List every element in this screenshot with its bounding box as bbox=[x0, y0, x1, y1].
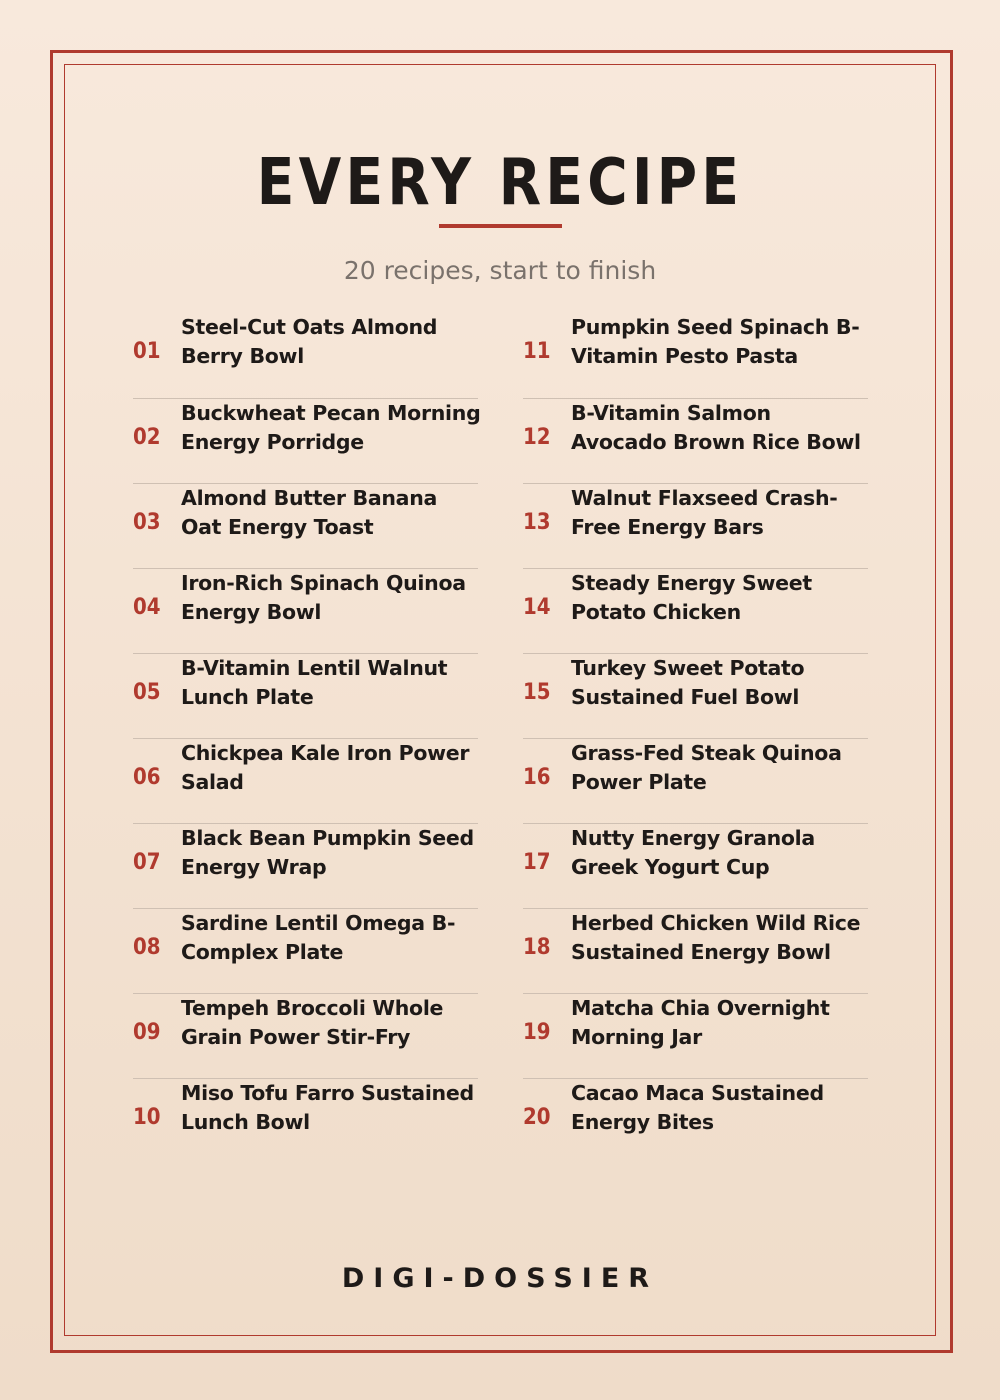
recipe-name: Buckwheat Pecan Morning Energy Porridge bbox=[181, 401, 481, 454]
recipe-item bbox=[133, 738, 478, 823]
recipe-number: 10 bbox=[133, 1105, 161, 1130]
recipe-item bbox=[523, 823, 868, 908]
recipe-number: 01 bbox=[133, 339, 161, 364]
recipe-name: Pumpkin Seed Spinach B-Vitamin Pesto Pasta bbox=[571, 315, 860, 368]
recipe-item bbox=[133, 823, 478, 908]
title-underline bbox=[439, 224, 562, 228]
recipe-list-right bbox=[523, 313, 868, 1163]
recipe-item bbox=[523, 568, 868, 653]
recipe-item bbox=[133, 653, 478, 738]
recipe-name: Turkey Sweet Potato Sustained Fuel Bowl bbox=[571, 656, 805, 709]
recipe-name: Walnut Flaxseed Crash-Free Energy Bars bbox=[571, 486, 838, 539]
recipe-item bbox=[523, 993, 868, 1078]
recipe-number: 04 bbox=[133, 595, 161, 620]
recipe-number: 03 bbox=[133, 510, 161, 535]
recipe-name: Almond Butter Banana Oat Energy Toast bbox=[181, 486, 438, 539]
recipe-name: Cacao Maca Sustained Energy Bites bbox=[571, 1081, 824, 1134]
recipe-number: 08 bbox=[133, 935, 161, 960]
recipe-name: Grass-Fed Steak Quinoa Power Plate bbox=[571, 741, 842, 794]
recipe-item bbox=[133, 568, 478, 653]
recipe-item bbox=[523, 483, 868, 568]
brand-footer: DIGI-DOSSIER bbox=[341, 1263, 659, 1294]
recipe-item bbox=[523, 313, 868, 398]
recipe-item bbox=[523, 908, 868, 993]
recipe-number: 06 bbox=[133, 765, 161, 790]
recipe-name: Black Bean Pumpkin Seed Energy Wrap bbox=[181, 826, 474, 879]
recipe-name: Tempeh Broccoli Whole Grain Power Stir-Fry bbox=[181, 996, 444, 1049]
recipe-item bbox=[133, 993, 478, 1078]
page-title: EVERY RECIPE bbox=[256, 146, 744, 220]
recipe-number: 07 bbox=[133, 850, 161, 875]
recipe-item bbox=[133, 1078, 478, 1163]
recipe-number: 20 bbox=[523, 1105, 551, 1130]
recipe-number: 13 bbox=[523, 510, 551, 535]
recipe-name: Herbed Chicken Wild Rice Sustained Energy Bowl bbox=[571, 911, 861, 964]
recipe-name: B-Vitamin Lentil Walnut Lunch Plate bbox=[181, 656, 448, 709]
recipe-name: Steel-Cut Oats Almond Berry Bowl bbox=[181, 315, 438, 368]
recipe-item bbox=[523, 398, 868, 483]
recipe-item bbox=[523, 653, 868, 738]
recipe-number: 17 bbox=[523, 850, 551, 875]
recipe-name: Matcha Chia Overnight Morning Jar bbox=[571, 996, 830, 1049]
recipe-number: 09 bbox=[133, 1020, 161, 1045]
recipe-name: Chickpea Kale Iron Power Salad bbox=[181, 741, 470, 794]
recipe-item bbox=[133, 908, 478, 993]
recipe-number: 19 bbox=[523, 1020, 551, 1045]
recipe-number: 02 bbox=[133, 425, 161, 450]
recipe-number: 16 bbox=[523, 765, 551, 790]
recipe-item bbox=[523, 738, 868, 823]
recipe-name: Iron-Rich Spinach Quinoa Energy Bowl bbox=[181, 571, 466, 624]
recipe-name: Sardine Lentil Omega B-Complex Plate bbox=[181, 911, 456, 964]
recipe-number: 15 bbox=[523, 680, 551, 705]
recipe-number: 05 bbox=[133, 680, 161, 705]
recipe-item bbox=[133, 398, 481, 483]
recipe-name: Nutty Energy Granola Greek Yogurt Cup bbox=[571, 826, 815, 879]
page-subtitle: 20 recipes, start to finish bbox=[343, 256, 657, 285]
recipe-number: 11 bbox=[523, 339, 551, 364]
recipe-name: Miso Tofu Farro Sustained Lunch Bowl bbox=[181, 1081, 474, 1134]
recipe-item bbox=[523, 1078, 868, 1163]
recipe-item bbox=[133, 313, 478, 398]
recipe-item bbox=[133, 483, 478, 568]
recipe-name: B-Vitamin Salmon Avocado Brown Rice Bowl bbox=[571, 401, 861, 454]
recipe-number: 14 bbox=[523, 595, 551, 620]
recipe-name: Steady Energy Sweet Potato Chicken bbox=[571, 571, 812, 624]
recipe-number: 18 bbox=[523, 935, 551, 960]
recipe-list-left bbox=[133, 313, 481, 1163]
recipe-number: 12 bbox=[523, 425, 551, 450]
